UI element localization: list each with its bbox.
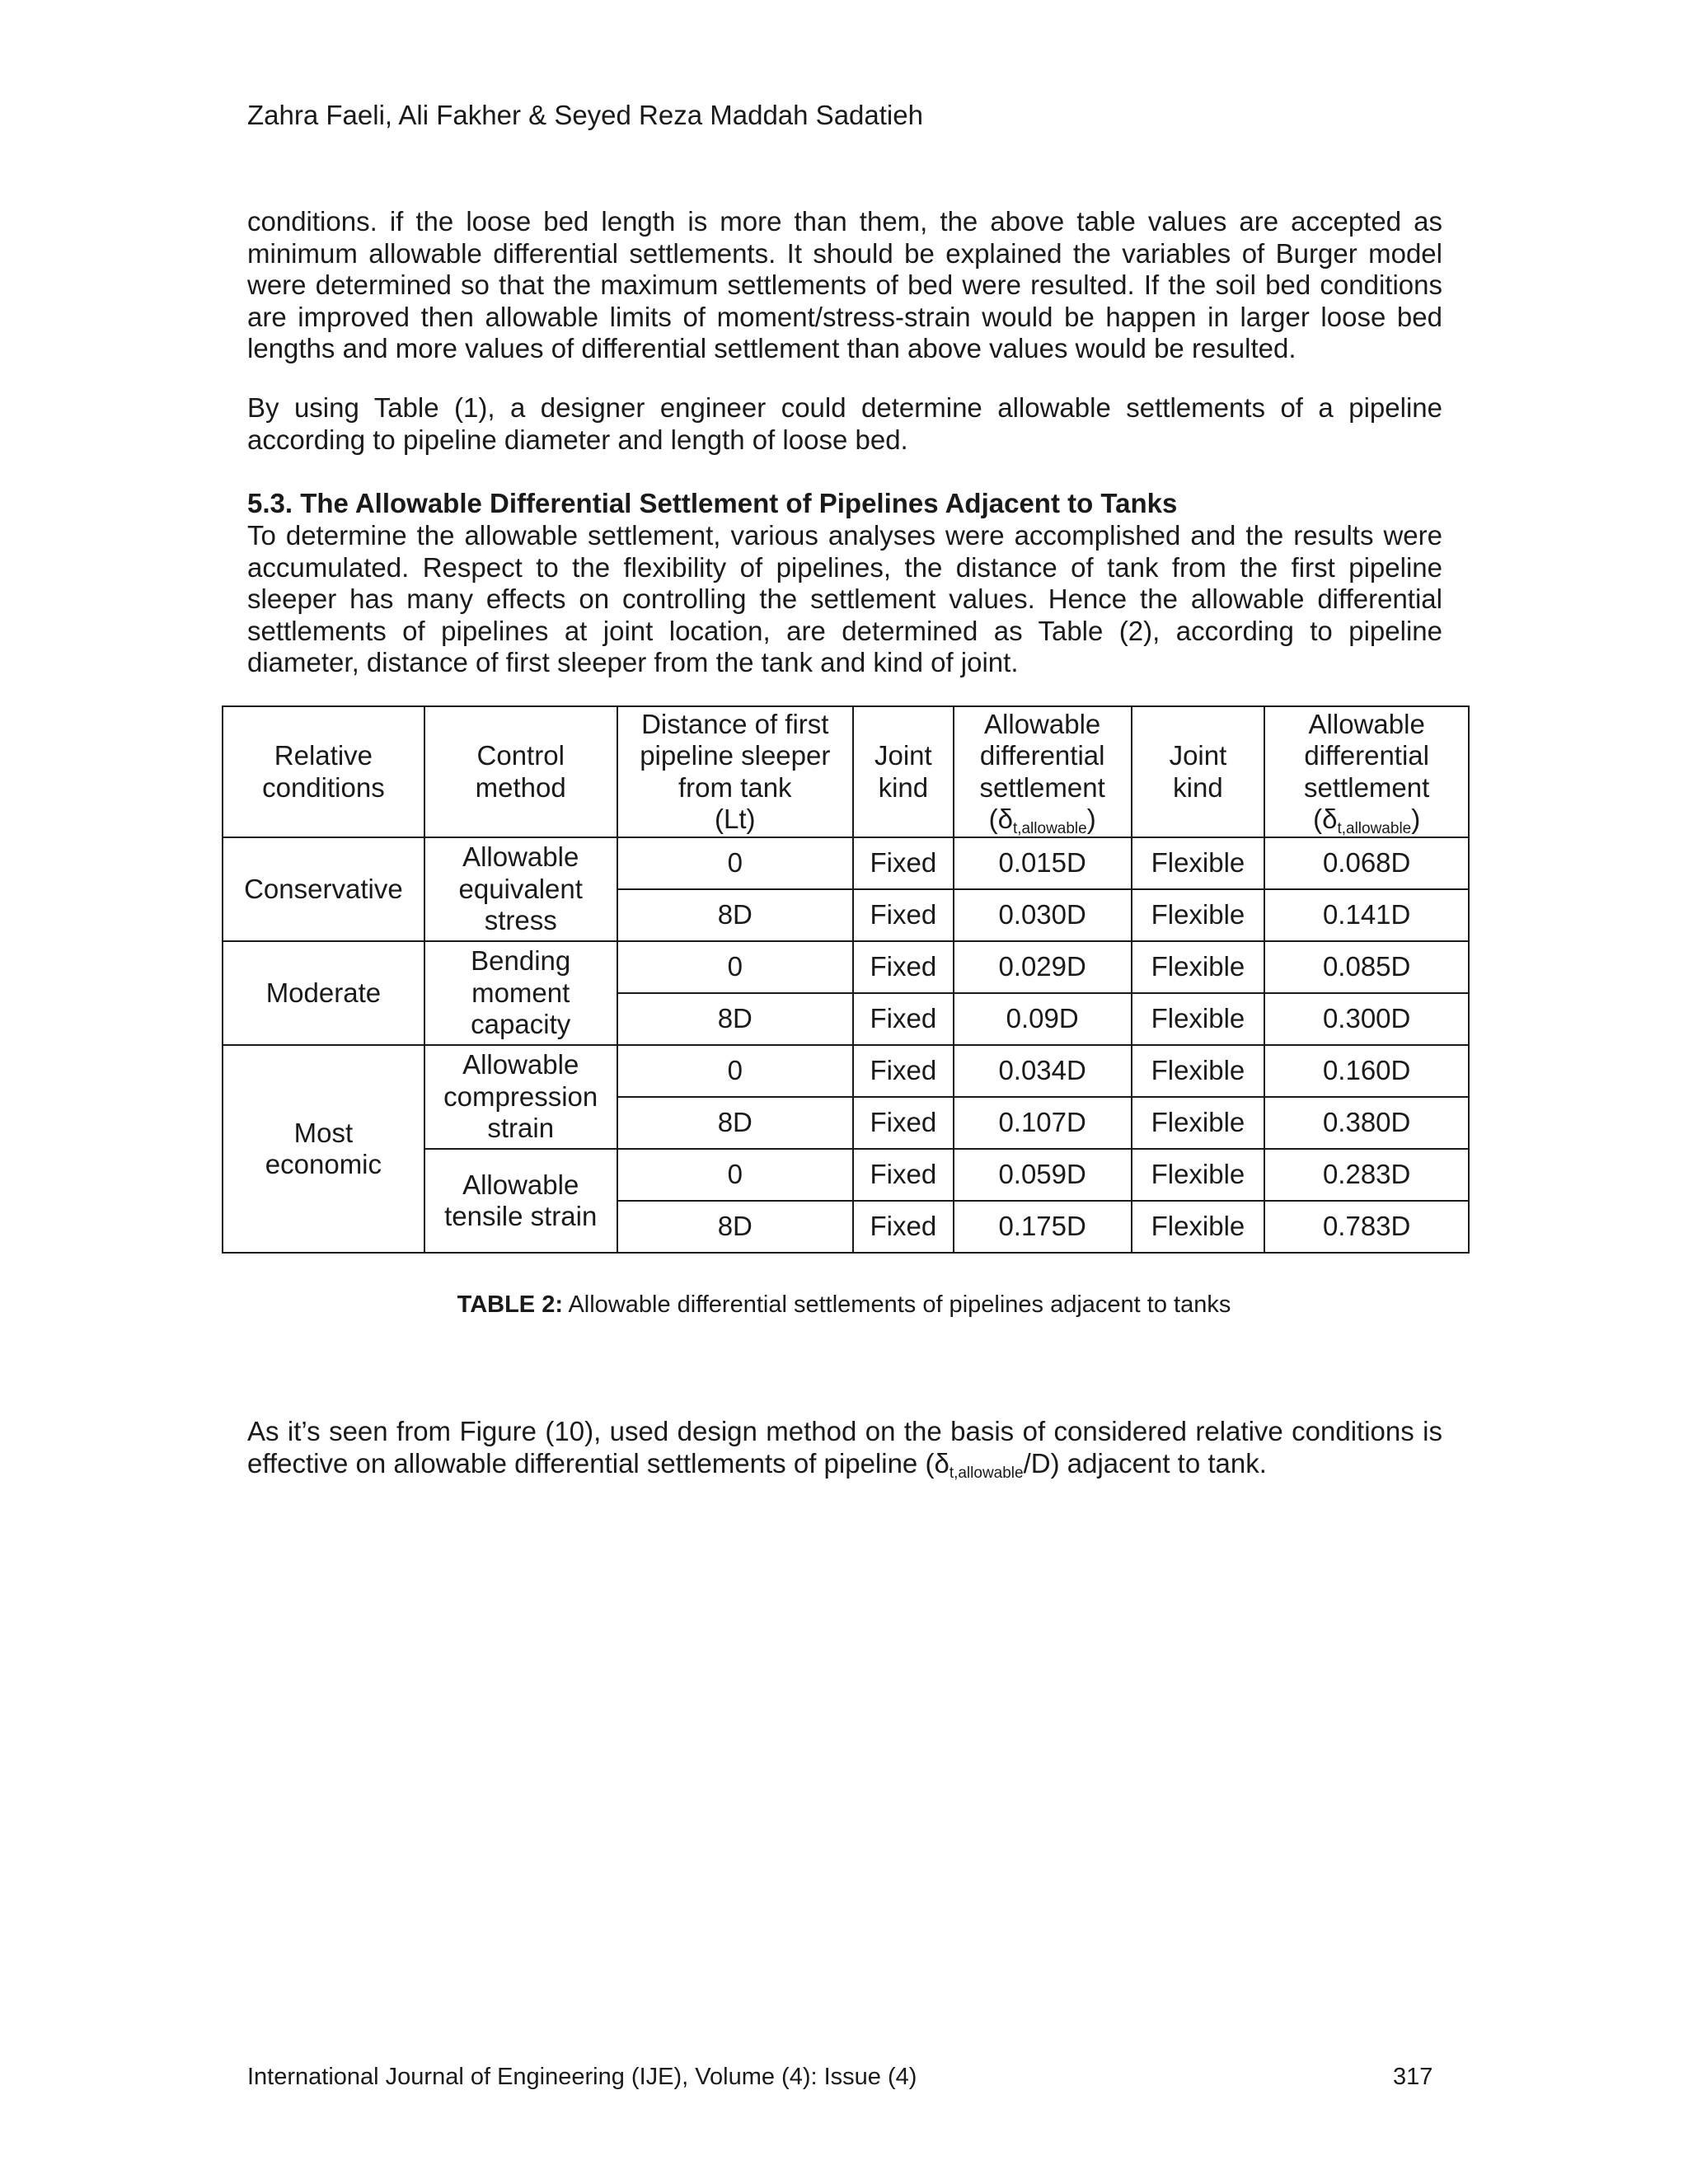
header-allowable-settlement-1: Allowable differential settlement $(\delta_{t,allowable})$ — [954, 706, 1132, 837]
cell-val2: 0.300D — [1264, 993, 1469, 1045]
cell-joint2: Flexible — [1132, 1201, 1265, 1253]
table-row — [223, 941, 1469, 993]
cell-joint2: Flexible — [1132, 837, 1265, 889]
caption-text: Allowable differential settlements of pipelines adjacent to tanks — [563, 1291, 1231, 1318]
cell-joint2: Flexible — [1132, 993, 1265, 1045]
cell-val2: 0.085D — [1264, 941, 1469, 993]
paragraph-4: As it’s seen from Figure (10), used design method on the basis of considered relative conditions is effective on allowable differential settlements of pipeline $(\delta_{t,allowable}/D)$ adjacent to tank. — [247, 1416, 1442, 1482]
section-heading: 5.3. The Allowable Differential Settlement of Pipelines Adjacent to Tanks — [247, 488, 1178, 518]
cell-val1: 0.107D — [954, 1097, 1132, 1149]
cell-joint1: Fixed — [853, 1097, 954, 1149]
table-header-row — [223, 706, 1469, 837]
footer-page-number: 317 — [1393, 2064, 1433, 2090]
footer-journal: International Journal of Engineering (IJE), Volume (4): Issue (4) — [247, 2064, 917, 2090]
cell-val1: 0.175D — [954, 1201, 1132, 1253]
cell-val2: 0.068D — [1264, 837, 1469, 889]
cell-val2: 0.283D — [1264, 1149, 1469, 1201]
cell-lt: 8D — [617, 993, 853, 1045]
cell-joint2: Flexible — [1132, 1097, 1265, 1149]
cell-lt: 8D — [617, 1097, 853, 1149]
header-joint-kind-2: Joint kind — [1132, 706, 1265, 837]
group-moderate: Moderate — [223, 941, 424, 1045]
cell-joint1: Fixed — [853, 1045, 954, 1097]
cell-joint1: Fixed — [853, 1149, 954, 1201]
paragraph-2: By using Table (1), a designer engineer could determine allowable settlements of a pipeline according to pipeline diameter and length of loose bed. — [247, 392, 1442, 455]
paragraph-1: conditions. if the loose bed length is more than them, the above table values are accepted as minimum allowable differential settlements. It should be explained the variables of Burger model were determined so that the maximum settlements of bed were resulted. If the soil bed conditions are improved then allowable limits of moment/stress-strain would be happen in larger loose bed lengths and more values of differential settlement than above values would be resulted. — [247, 206, 1442, 363]
cell-val1: 0.030D — [954, 889, 1132, 941]
header-allowable-settlement-2: Allowable differential settlement $(\delta_{t,allowable})$ — [1264, 706, 1469, 837]
running-header: Zahra Faeli, Ali Fakher & Seyed Reza Maddah Sadatieh — [247, 100, 923, 130]
cell-lt: 0 — [617, 1149, 853, 1201]
group-most-economic: Most economic — [223, 1045, 424, 1253]
cell-joint1: Fixed — [853, 993, 954, 1045]
cell-joint1: Fixed — [853, 941, 954, 993]
cell-lt: 0 — [617, 941, 853, 993]
cell-joint2: Flexible — [1132, 1149, 1265, 1201]
method-equivalent-stress: Allowable equivalent stress — [424, 837, 617, 941]
header-distance: Distance of first pipeline sleeper from tank (Lt) — [617, 706, 853, 837]
caption-label: TABLE 2: — [457, 1291, 563, 1318]
cell-val2: 0.783D — [1264, 1201, 1469, 1253]
cell-joint1: Fixed — [853, 837, 954, 889]
cell-val1: 0.029D — [954, 941, 1132, 993]
cell-joint2: Flexible — [1132, 1045, 1265, 1097]
group-conservative: Conservative — [223, 837, 424, 941]
cell-joint1: Fixed — [853, 1201, 954, 1253]
cell-joint1: Fixed — [853, 889, 954, 941]
settlement-table — [222, 705, 1470, 1254]
table-row — [223, 1045, 1469, 1097]
header-control-method: Control method — [424, 706, 617, 837]
cell-val1: 0.059D — [954, 1149, 1132, 1201]
cell-val1: 0.09D — [954, 993, 1132, 1045]
table-caption — [0, 1290, 1688, 1319]
paragraph-3: To determine the allowable settlement, various analyses were accomplished and the results were accumulated. Respect to the flexibility of pipelines, the distance of tank from the first pipeline sleeper has many effects on controlling the settlement values. Hence the allowable differential settlements of pipelines at joint location, are determined as Table (2), according to pipeline diameter, distance of first sleeper from the tank and kind of joint. — [247, 520, 1442, 677]
cell-joint2: Flexible — [1132, 889, 1265, 941]
cell-val1: 0.015D — [954, 837, 1132, 889]
method-bending-moment: Bending moment capacity — [424, 941, 617, 1045]
cell-val2: 0.141D — [1264, 889, 1469, 941]
cell-val2: 0.160D — [1264, 1045, 1469, 1097]
table-row — [223, 837, 1469, 889]
header-joint-kind-1: Joint kind — [853, 706, 954, 837]
cell-lt: 0 — [617, 837, 853, 889]
cell-joint2: Flexible — [1132, 941, 1265, 993]
cell-lt: 8D — [617, 1201, 853, 1253]
cell-lt: 8D — [617, 889, 853, 941]
method-tensile-strain: Allowable tensile strain — [424, 1149, 617, 1253]
cell-val2: 0.380D — [1264, 1097, 1469, 1149]
cell-val1: 0.034D — [954, 1045, 1132, 1097]
method-compression-strain: Allowable compression strain — [424, 1045, 617, 1149]
cell-lt: 0 — [617, 1045, 853, 1097]
header-relative-conditions: Relative conditions — [223, 706, 424, 837]
